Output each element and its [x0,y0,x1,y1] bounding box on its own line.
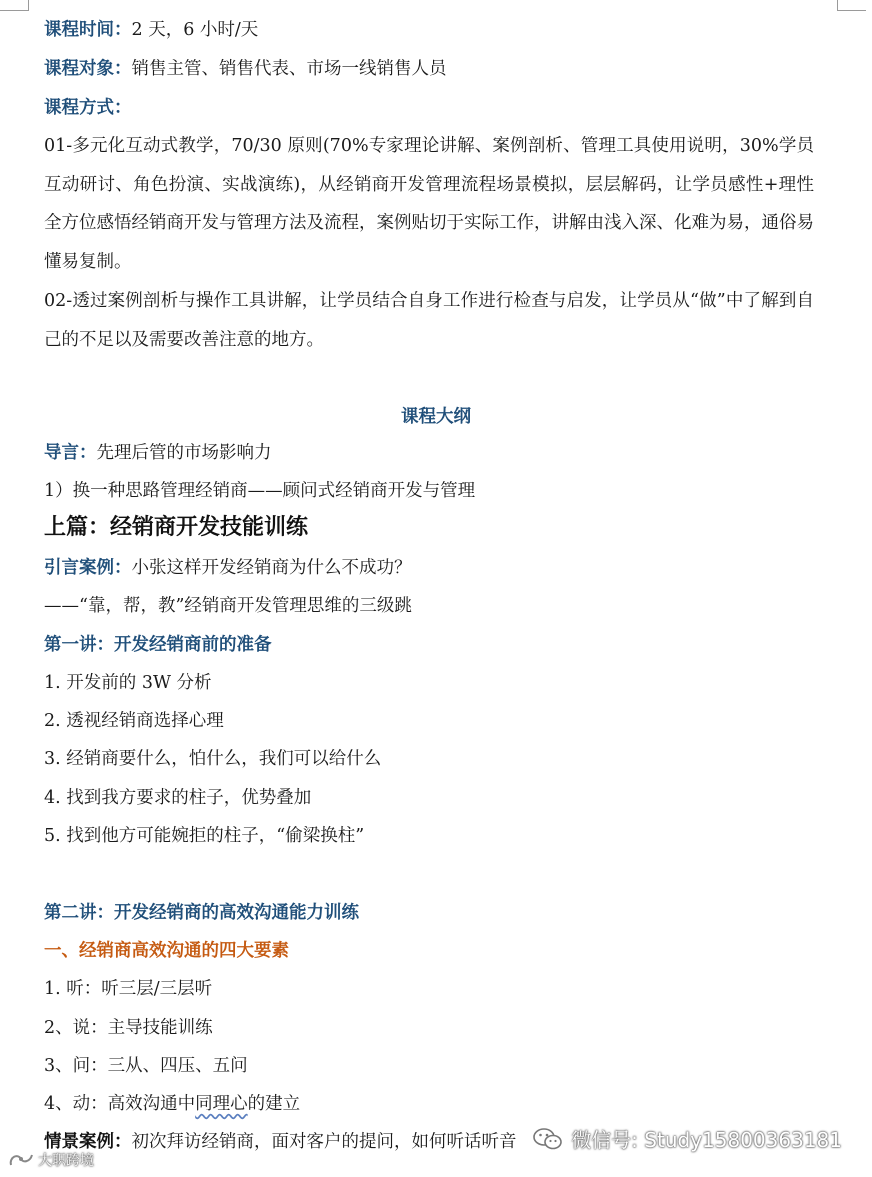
scene-case-value: 初次拜访经销商，面对客户的提问，如何听话听音 [131,1132,517,1152]
course-method-label: 课程方式： [44,98,132,118]
course-time-label: 课程时间： [44,20,132,40]
lecture2-section1-title: 一、经销商高效沟通的四大要素 [44,941,289,961]
lecture1-item-4: 4. 找到我方要求的柱子，优势叠加 [44,788,312,808]
site-logo-icon [8,1151,34,1169]
lecture2-item-4 [44,1092,300,1116]
lecture1-item-5: 5. 找到他方可能婉拒的柱子，“偷梁换柱” [44,826,365,846]
case-label: 引言案例： [44,558,132,578]
intro-line [44,441,272,465]
intro-value: 先理后管的市场影响力 [96,443,272,463]
course-time-line [44,18,258,42]
method-paragraph-2: 02-透过案例剖析与操作工具讲解，让学员结合自身工作进行检查与启发，让学员从“做”中了解到自己的不足以及需要改善注意的地方。 [44,291,814,350]
course-time-value: 2 天，6 小时/天 [131,20,259,40]
case-value: 小张这样开发经销商为什么不成功？ [131,558,412,578]
site-watermark [8,1150,94,1170]
lecture1-item-3: 3. 经销商要什么，怕什么，我们可以给什么 [44,749,382,769]
part1-title: 上篇：经销商开发技能训练 [44,514,309,540]
wechat-watermark [533,1124,842,1153]
course-audience-label: 课程对象： [44,59,132,79]
scene-case-label: 情景案例： [44,1132,132,1152]
course-method-line [44,96,132,120]
scene-case-line [44,1130,517,1154]
lecture2-item-2: 2、说：主导技能训练 [44,1018,213,1038]
intro-label: 导言： [44,443,97,463]
case-line [44,556,412,580]
wechat-icon [533,1127,563,1151]
lecture1-item-2: 2. 透视经销商选择心理 [44,711,224,731]
wechat-watermark-text: 微信号: Study15800363181 [571,1128,842,1152]
lecture2-title: 第二讲：开发经销商的高效沟通能力训练 [44,903,359,923]
course-audience-value: 销售主管、销售代表、市场一线销售人员 [131,59,447,79]
lecture2-item-3: 3、问：三从、四压、五问 [44,1056,248,1076]
course-audience-line [44,57,447,81]
case-subtitle: ——“靠，帮，教”经销商开发管理思维的三级跳 [44,596,412,616]
lecture2-item-1: 1. 听：听三层/三层听 [44,979,213,999]
site-watermark-text: 大职跨境 [38,1153,94,1169]
lecture1-item-1: 1. 开发前的 3W 分析 [44,673,212,693]
intro-item: 1）换一种思路管理经销商——顾问式经销商开发与管理 [44,481,476,501]
lecture1-title: 第一讲：开发经销商前的准备 [44,635,272,655]
page-corner-mark-left [0,0,29,11]
lecture2-item-4-suffix: 的建立 [247,1094,301,1114]
lecture2-item-4-prefix: 4、动：高效沟通中 [44,1094,196,1114]
outline-title: 课程大纲 [401,407,471,427]
page-corner-mark-right [837,0,866,11]
method-paragraph-1: 01-多元化互动式教学，70/30 原则(70%专家理论讲解、案例剖析、管理工具使用说明，30%学员互动研讨、角色扮演、实战演练)，从经销商开发管理流程场景模拟，层层解码，让学员感性+理性全方位感悟经销商开发与管理方法及流程，案例贴切于实际工作，讲解由浅入深、化难为易，通俗易懂易复制。 [44,136,814,272]
spellcheck-marked-text: 同理心 [195,1094,248,1114]
